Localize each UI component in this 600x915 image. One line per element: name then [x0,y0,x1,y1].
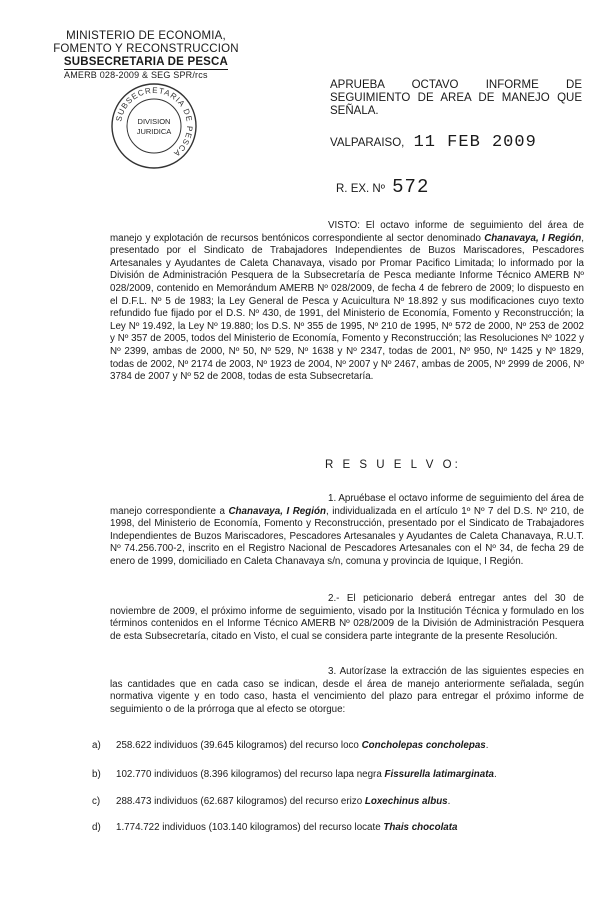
resuelvo-heading: R E S U E L V O: [325,459,461,471]
visto-paragraph [110,220,584,384]
resolution-item-3 [110,666,584,716]
place-date [330,133,537,152]
division-juridica-stamp [110,82,198,170]
visto-text-c: , presentado por el Sindicato de Trabajadores Independientes de Buzos Mariscadores, Pescadores Artesanales y Ayudantes de Caleta Chanavaya, visado por Promar Pacifico Limitada; lo informado por la División de Administración Pesquera de la Subsecretaría de Pesca mediante Informe Técnico AMERB Nº 028/2009, contenido en Memorándum AMERB Nº 028/2009, de fecha 4 de febrero de 2009; lo dispuesto en el D.F.L. Nº 5 de 1983; la Ley General de Pesca y Acuicultura Nº 18.892 y sus modificaciones cuyo texto refundido fue fijado por el D.S. Nº 430, de 1991, del Ministerio de Economía, Fomento y Reconstrucción; la Ley Nº 19.492, la Ley Nº 19.880; los D.S. Nº 355 de 1995, Nº 210 de 1995, Nº 572 de 2000, Nº 253 de 2002 y Nº 357 de 2005, todos del Ministerio de Economía, Fomento y Reconstrucción; las Resoluciones Nº 1022 y Nº 2399, ambas de 2000, Nº 50, Nº 529, Nº 1638 y Nº 2347, todas de 2001, Nº 950, Nº 1425 y Nº 1829, todas de 2002, Nº 2174 de 2003, Nº 1923 de 2004, Nº 2007 y Nº 2467, ambas de 2005, Nº 2999 de 2006, Nº 3784 de 2007 y Nº 52 de 2008, todas de esta Subsecretaría. [110,232,584,383]
resolution-number-value: 572 [392,176,430,198]
species-item-text: 1.774.722 individuos (103.140 kilogramos) del recurso locate [116,822,384,833]
item1-text-c: , individualizada en el artículo 1º Nº 7 del D.S. Nº 210, de 1998, del Ministerio de Economía, Fomento y Reconstrucción, presentado por el Sindicato de Trabajadores Independientes de Buzos Mariscadores, Pescadores Artesanales y Ayudantes de Caleta Chanavaya, R.U.T. Nº 74.256.700-2, inscrito en el Registro Nacional de Pescadores Artesanales con el Nº 34, de fecha 29 de enero de 1999, domiciliado en Caleta Chanavaya s/n, comuna y provincia de Iquique, I Región. [110,505,584,567]
species-item-end: . [485,740,489,751]
species-item-end: . [493,769,497,780]
resolution-item-2 [110,593,584,643]
species-item-text: 258.622 individuos (39.645 kilogramos) del recurso loco [116,740,362,751]
stamp-ring-text: SUBSECRETARIA DE PESCA [114,85,195,159]
species-item-scientific-name: Loxechinus albus [364,796,448,807]
species-item-text: 288.473 individuos (62.687 kilogramos) del recurso erizo [116,796,365,807]
species-item-label: a) [92,740,101,751]
visto-sector-name: Chanavaya, I Región [484,232,582,244]
species-item-end: . [447,796,451,807]
species-item-label: c) [92,796,101,807]
species-item-scientific-name: Thais chocolata [383,822,458,833]
date-stamp: 11 FEB 2009 [413,133,537,152]
resolution-number-label: R. EX. Nº [336,183,385,195]
item1-sector-name: Chanavaya, I Región [228,505,326,517]
subsecretaria-line: SUBSECRETARIA DE PESCA [63,56,229,68]
species-item-scientific-name: Concholepas concholepas [361,740,486,751]
item2-text: 2.- El peticionario deberá entregar antes del 30 de noviembre de 2009, el próximo informe de seguimiento, visado por la Institución Técnica y formulado en los términos contenidos en el Informe Técnico AMERB Nº 028/2009 de la División de Administración Pesquera de esta Subsecretaría, citado en Visto, el cual se considera parte integrante de la presente Resolución. [110,593,584,642]
item3-text: 3. Autorízase la extracción de las siguientes especies en las cantidades que en cada caso se indican, desde el área de manejo anteriormente señalada, según normativa vigente y en todo caso, hasta el vencimiento del plazo para entregar el próximo informe de seguimiento o de la prórroga que al efecto se otorgue: [110,666,584,715]
ministry-line-2: FOMENTO Y RECONSTRUCCION [53,43,239,55]
resolution-subject: APRUEBA OCTAVO INFORME DE SEGUIMIENTO DE AREA DE MANEJO QUE SEÑALA. [330,79,582,117]
ministry-line-1: MINISTERIO DE ECONOMIA, [66,30,226,42]
ministry-header [46,30,246,81]
species-item-label: b) [92,769,101,780]
species-item-c [92,796,450,808]
resolution-item-1 [110,493,584,569]
reference-code: AMERB 028-2009 & SEG SPR/rcs [64,70,208,80]
item1-text-a: 1. Apruébase el octavo informe de seguimiento del área de manejo correspondiente a [110,493,584,517]
species-item-scientific-name: Fissurella latimarginata [384,769,494,780]
stamp-center-line-2: JURIDICA [136,127,172,136]
species-item-a [92,740,488,752]
species-item-d [92,822,457,834]
visto-text-a: VISTO: El octavo informe de seguimiento del área de manejo y explotación de recursos bentónicos correspondiente al sector denominado [110,220,584,244]
species-item-label: d) [92,822,101,833]
species-item-b [92,769,497,781]
resolution-number [336,176,429,198]
place-label: VALPARAISO, [330,137,405,149]
species-item-text: 102.770 individuos (8.396 kilogramos) del recurso lapa negra [116,769,385,780]
stamp-center-line-1: DIVISION [137,117,171,126]
